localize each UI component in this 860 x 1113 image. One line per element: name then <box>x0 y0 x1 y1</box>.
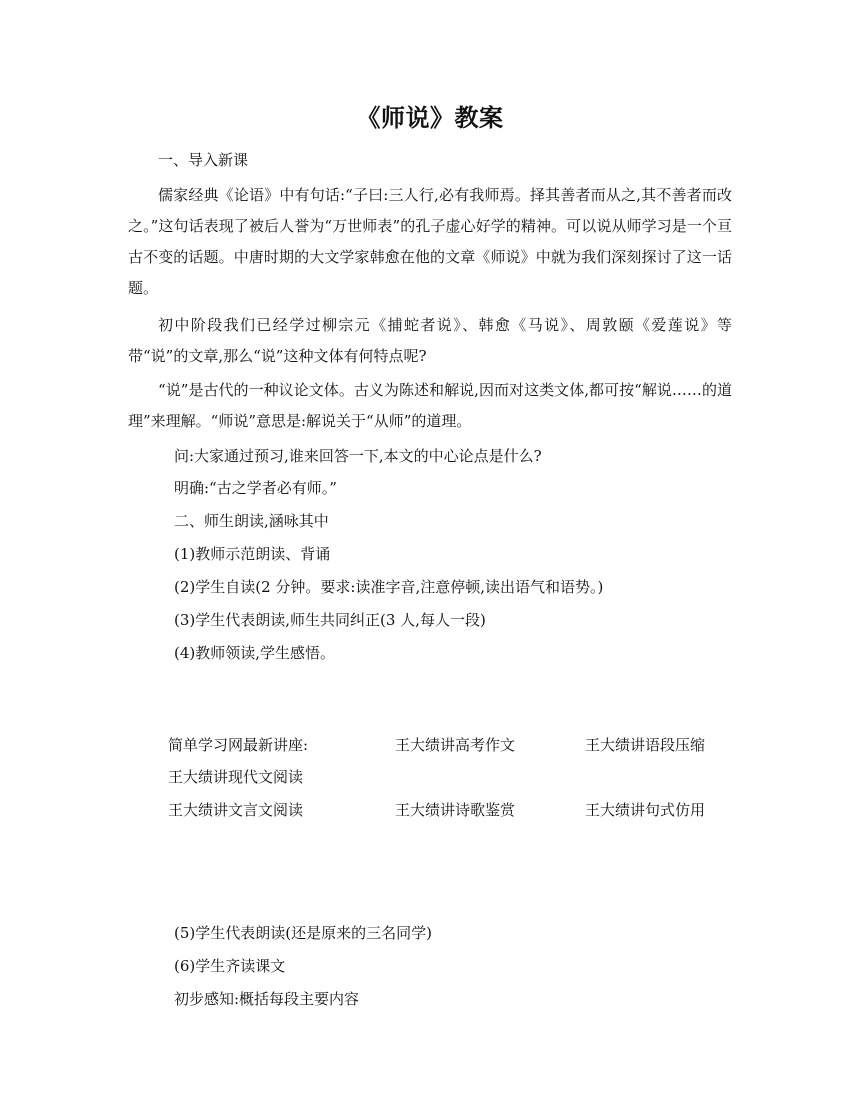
step-item: (1)教师示范朗读、背诵 <box>174 545 331 563</box>
ad-lecture-link[interactable]: 王大绩讲诗歌鉴赏 <box>395 801 516 819</box>
document-title: 《师说》教案 <box>356 103 504 132</box>
step-item: (2)学生自读(2 分钟。要求:读准字音,注意停顿,读出语气和语势。) <box>174 578 604 596</box>
intro-paragraph-1: 儒家经典《论语》中有句话:“子曰:三人行,必有我师焉。择其善者而从之,其不善者而改之。”这句话表现了被后人誉为“万世师表”的孔子虚心好学的精神。可以说从师学习是一个亘古不变的话题。中唐时期的大文学家韩愈在他的文章《师说》中就为我们深刻探讨了这一话题。 <box>128 186 732 297</box>
intro-heading: 一、导入新课 <box>158 151 249 169</box>
ad-lecture-link[interactable]: 王大绩讲现代文阅读 <box>168 768 304 786</box>
summary-line: 初步感知:概括每段主要内容 <box>174 990 360 1008</box>
ad-lecture-link[interactable]: 王大绩讲高考作文 <box>395 736 516 754</box>
ad-lecture-link[interactable]: 王大绩讲句式仿用 <box>585 801 706 819</box>
step-item: (4)教师领读,学生感悟。 <box>174 644 336 662</box>
reading-heading: 二、师生朗读,涵咏其中 <box>174 512 329 530</box>
step-item: (5)学生代表朗读(还是原来的三名同学) <box>174 924 432 942</box>
question-line: 问:大家通过预习,谁来回答一下,本文的中心论点是什么? <box>174 447 542 465</box>
step-item: (6)学生齐读课文 <box>174 957 286 975</box>
step-item: (3)学生代表朗读,师生共同纠正(3 人,每人一段) <box>174 611 486 629</box>
intro-paragraph-2: 初中阶段我们已经学过柳宗元《捕蛇者说》、韩愈《马说》、周敦颐《爱莲说》等带“说”的文章,那么“说”这种文体有何特点呢? <box>128 316 732 365</box>
ad-lecture-link[interactable]: 王大绩讲语段压缩 <box>585 736 706 754</box>
intro-paragraph-3: “说”是古代的一种议论文体。古义为陈述和解说,因而对这类文体,都可按“解说……的道理”来理解。“师说”意思是:解说关于“从师”的道理。 <box>128 381 732 430</box>
ad-site-label: 简单学习网最新讲座: <box>168 736 309 754</box>
answer-line: 明确:“古之学者必有师。” <box>174 479 337 497</box>
ad-lecture-link[interactable]: 王大绩讲文言文阅读 <box>168 801 304 819</box>
